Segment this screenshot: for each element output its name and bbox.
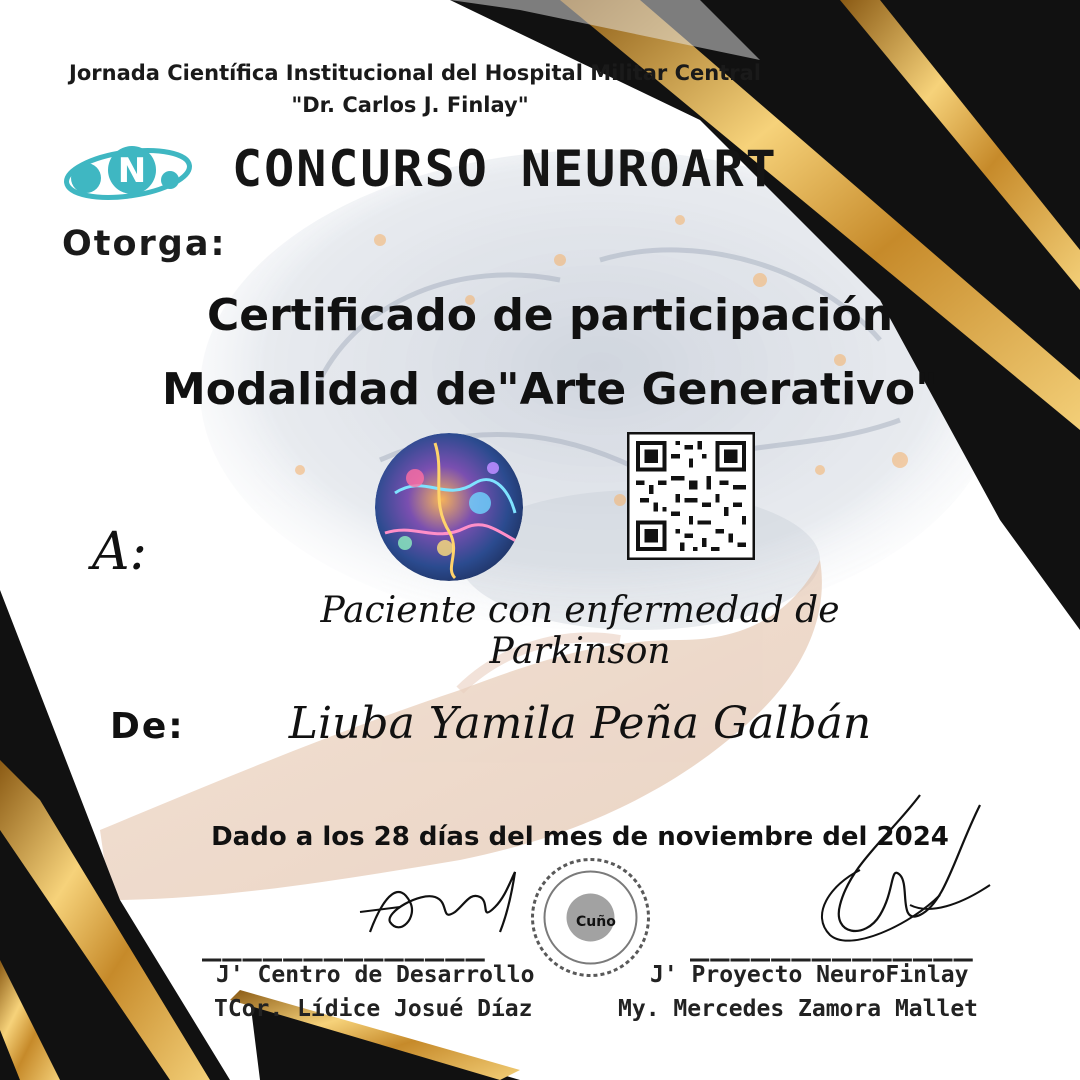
signatory-right-name: My. Mercedes Zamora Mallet [618, 996, 979, 1022]
to-label: A: [92, 522, 148, 582]
event-title-line2: "Dr. Carlos J. Finlay" [291, 93, 529, 117]
signature-line-left: ______________ [202, 924, 486, 962]
recipient-name: Paciente con enfermedad de Parkinson [320, 590, 840, 672]
from-label: De: [110, 706, 185, 747]
certificate-title-line2: Modalidad de"Arte Generativo" [161, 364, 939, 415]
signatory-left-role: J' Centro de Desarrollo [216, 962, 535, 988]
stamp-label: Cuño [576, 914, 616, 930]
signatory-left-name: TCor. Lídice Josué Díaz [214, 996, 533, 1022]
grant-label: Otorga: [62, 224, 227, 264]
generative-neuro-art-image [375, 433, 523, 581]
contest-title: CONCURSO NEUROART [232, 140, 778, 198]
svg-text:N: N [117, 151, 147, 191]
date-line: Dado a los 28 días del mes de noviembre del 2024 [211, 822, 949, 852]
event-title-line1: Jornada Científica Institucional del Hospital Militar Central [69, 61, 761, 85]
signatory-right-role: J' Proyecto NeuroFinlay [650, 962, 969, 988]
neuro-n-logo-icon [58, 138, 193, 208]
author-name: Liuba Yamila Peña Galbán [288, 698, 872, 749]
signature-line-right: ______________ [690, 924, 974, 962]
qr-code[interactable] [627, 432, 755, 560]
certificate-title-line1: Certificado de participación [206, 290, 894, 341]
